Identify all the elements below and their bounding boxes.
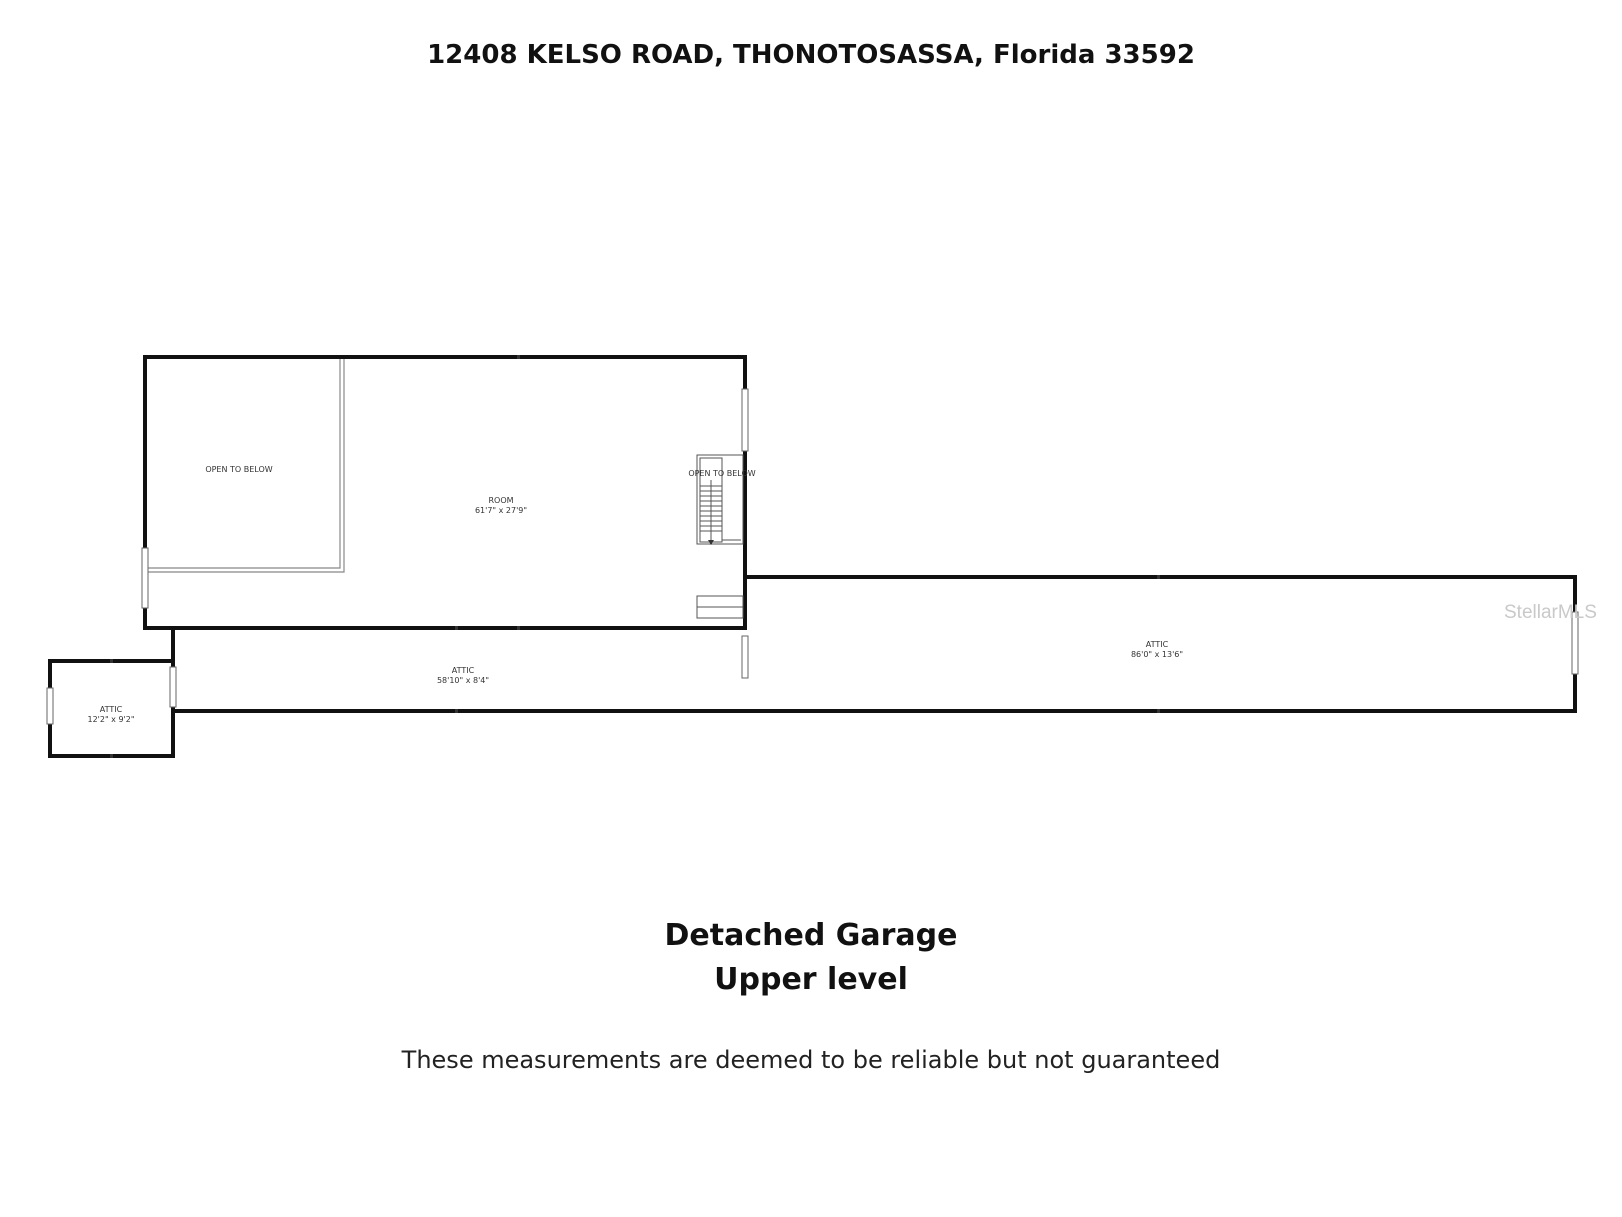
room-dims-attic-west: 12'2" x 9'2" (87, 715, 135, 724)
room-dims-attic-east: 86'0" x 13'6" (1130, 650, 1184, 659)
room-dims-attic-middle: 58'10" x 8'4" (436, 676, 490, 685)
floor-subtitle: Upper level (714, 962, 908, 997)
room-label-open-to-below-1: OPEN TO BELOW (205, 465, 273, 474)
room-main-wall (145, 357, 745, 628)
room-label-attic-west: ATTIC (99, 705, 123, 714)
room-label-open-to-below-2: OPEN TO BELOW (688, 469, 756, 478)
watermark: StellarMLS (1504, 602, 1597, 623)
room-label-room: ROOM (488, 496, 514, 505)
room-label-attic-east: ATTIC (1145, 640, 1169, 649)
disclaimer: These measurements are deemed to be reliable but not guaranteed (401, 1046, 1221, 1074)
floor-title: Detached Garage (664, 918, 958, 953)
attic-access (697, 596, 743, 618)
window-markers (47, 389, 1578, 724)
room-label-attic-middle: ATTIC (451, 666, 475, 675)
property-address: 12408 KELSO ROAD, THONOTOSASSA, Florida 33592 (427, 40, 1195, 70)
room-dims-room: 61'7" x 27'9" (474, 506, 528, 515)
open-to-below-outline (147, 359, 340, 568)
